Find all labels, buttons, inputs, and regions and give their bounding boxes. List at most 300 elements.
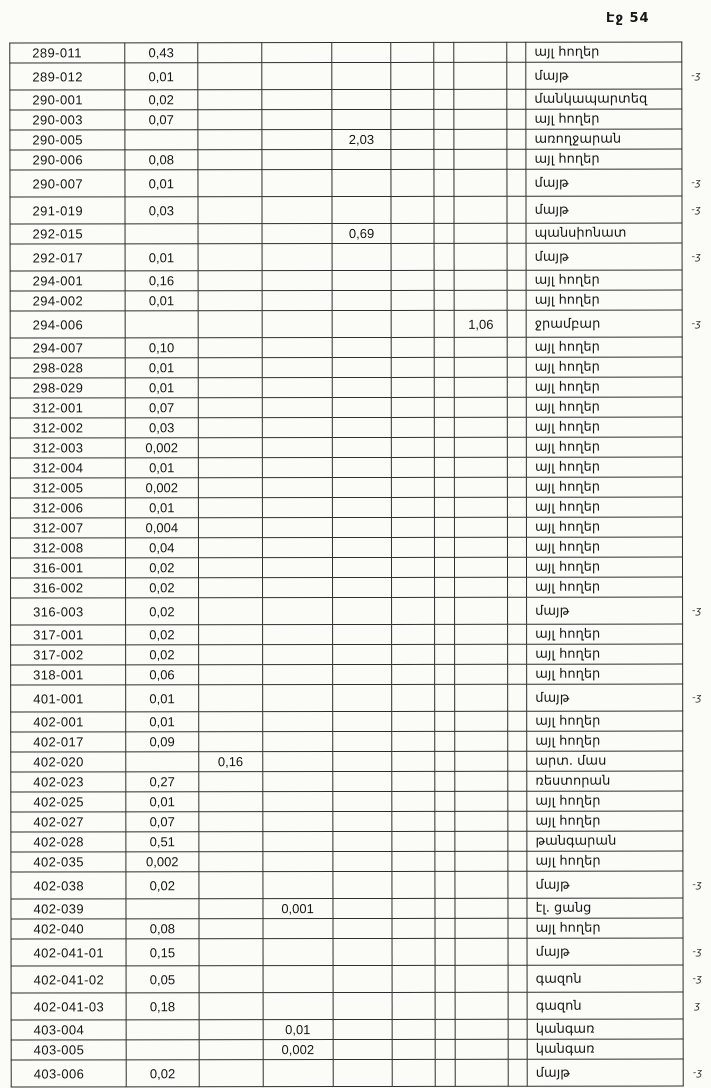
value-cell-8 — [508, 898, 527, 918]
handwritten-annotation-mark: ʒ — [694, 1000, 700, 1012]
handwritten-annotation-mark — [682, 497, 710, 517]
value-cell-1: 0,06 — [126, 665, 199, 685]
value-cell-4 — [332, 397, 392, 417]
value-cell-8 — [508, 557, 527, 577]
landuse-cell: այլ հողեր — [526, 397, 682, 417]
table-row — [10, 337, 710, 358]
value-cell-2 — [198, 538, 262, 558]
value-cell-2 — [198, 63, 262, 90]
parcel-code-cell: 290-007 — [10, 170, 125, 197]
table-body — [10, 42, 711, 1087]
landuse-cell: մայթ — [527, 684, 683, 711]
handwritten-annotation-mark — [682, 537, 710, 557]
value-cell-2 — [198, 458, 262, 478]
value-cell-1: 0,01 — [126, 712, 199, 732]
table-row — [10, 196, 710, 224]
parcel-code-cell: 312-001 — [10, 398, 125, 418]
value-cell-5 — [392, 457, 435, 477]
value-cell-7 — [455, 517, 508, 537]
value-cell-2 — [198, 110, 262, 130]
value-cell-1: 0,01 — [125, 358, 198, 378]
landuse-cell: այլ հողեր — [527, 557, 683, 577]
value-cell-7 — [455, 437, 508, 457]
handwritten-annotation-mark: -ʒ — [691, 177, 701, 189]
parcel-code-cell: 312-002 — [10, 418, 125, 438]
value-cell-8 — [508, 831, 527, 851]
value-cell-5 — [392, 290, 435, 310]
value-cell-4 — [332, 457, 392, 477]
value-cell-1: 0,004 — [125, 518, 198, 538]
value-cell-2 — [198, 438, 262, 458]
value-cell-2 — [198, 130, 262, 150]
value-cell-5 — [391, 129, 434, 149]
value-cell-5 — [392, 771, 435, 791]
value-cell-1: 0,10 — [125, 338, 198, 358]
value-cell-1: 0,002 — [125, 478, 198, 498]
value-cell-4: 0,69 — [332, 223, 392, 243]
value-cell-4 — [332, 597, 392, 624]
value-cell-5 — [392, 517, 435, 537]
value-cell-4 — [332, 851, 392, 871]
table-row — [10, 223, 710, 244]
value-cell-7 — [455, 1059, 508, 1086]
value-cell-7 — [454, 337, 507, 357]
value-cell-2 — [198, 197, 262, 224]
handwritten-annotation-mark — [682, 477, 710, 497]
value-cell-3 — [261, 63, 331, 90]
value-cell-3: 0,001 — [263, 899, 333, 919]
handwritten-annotation-mark — [683, 624, 711, 644]
value-cell-5 — [393, 992, 436, 1019]
value-cell-4 — [331, 62, 391, 89]
landuse-cell: առողջարան — [526, 129, 682, 149]
value-cell-8 — [508, 497, 527, 517]
value-cell-1: 0,07 — [125, 398, 198, 418]
handwritten-annotation-mark: -ʒ — [691, 318, 701, 330]
table-row — [11, 791, 711, 812]
value-cell-3 — [262, 578, 332, 598]
landuse-cell: այլ հողեր — [527, 851, 683, 871]
handwritten-annotation-mark — [682, 149, 710, 169]
value-cell-5 — [392, 731, 435, 751]
value-cell-4 — [332, 871, 392, 898]
value-cell-6 — [435, 397, 455, 417]
value-cell-8 — [508, 992, 527, 1019]
value-cell-4 — [332, 337, 392, 357]
value-cell-1: 0,03 — [125, 197, 198, 224]
value-cell-3 — [262, 772, 332, 792]
value-cell-5 — [392, 938, 435, 965]
value-cell-6 — [435, 711, 455, 731]
table-row — [11, 811, 711, 832]
value-cell-8 — [508, 1059, 527, 1086]
value-cell-8 — [507, 397, 526, 417]
value-cell-5 — [392, 337, 435, 357]
value-cell-2 — [199, 1060, 263, 1087]
value-cell-5 — [393, 1059, 436, 1086]
parcel-code-cell: 290-005 — [10, 130, 125, 150]
value-cell-1: 0,09 — [126, 732, 199, 752]
value-cell-6 — [435, 791, 455, 811]
table-row — [11, 938, 711, 966]
handwritten-annotation-mark — [683, 918, 711, 938]
value-cell-1: 0,04 — [125, 538, 198, 558]
value-cell-4 — [332, 517, 392, 537]
value-cell-5 — [392, 437, 435, 457]
value-cell-4 — [332, 437, 392, 457]
parcel-code-cell: 289-011 — [10, 43, 125, 63]
value-cell-4 — [332, 557, 392, 577]
value-cell-4 — [332, 357, 392, 377]
parcel-code-cell: 402-023 — [11, 772, 126, 792]
value-cell-3 — [262, 224, 332, 244]
value-cell-5 — [392, 871, 435, 898]
handwritten-annotation-mark — [682, 42, 710, 62]
value-cell-8 — [508, 711, 527, 731]
value-cell-8 — [507, 270, 526, 290]
handwritten-annotation-mark: -ʒ — [691, 70, 701, 82]
landuse-cell: մայթ — [527, 938, 683, 965]
value-cell-5 — [392, 537, 435, 557]
landuse-cell: այլ հողեր — [526, 149, 682, 169]
value-cell-6 — [435, 437, 455, 457]
value-cell-3 — [263, 919, 333, 939]
value-cell-2 — [199, 966, 263, 993]
value-cell-8 — [508, 577, 527, 597]
value-cell-1: 0,03 — [125, 418, 198, 438]
landuse-cell: այլ հողեր — [526, 417, 682, 437]
value-cell-6 — [435, 1059, 455, 1086]
handwritten-annotation-mark: -ʒ — [692, 879, 702, 891]
landuse-cell: այլ հողեր — [526, 457, 682, 477]
value-cell-5 — [392, 270, 435, 290]
value-cell-8 — [508, 851, 527, 871]
value-cell-7 — [454, 62, 507, 89]
table-row — [11, 1059, 711, 1087]
value-cell-8 — [507, 42, 526, 62]
handwritten-annotation-mark — [683, 898, 711, 918]
value-cell-5 — [392, 624, 435, 644]
value-cell-4 — [332, 664, 392, 684]
value-cell-6 — [434, 290, 454, 310]
value-cell-6 — [435, 771, 455, 791]
value-cell-2 — [199, 919, 263, 939]
value-cell-2 — [198, 665, 262, 685]
landuse-cell: գազոն — [527, 992, 683, 1019]
value-cell-3 — [262, 458, 332, 478]
value-cell-5 — [391, 42, 434, 62]
value-cell-4 — [331, 42, 391, 62]
value-cell-8 — [507, 290, 526, 310]
value-cell-3 — [263, 812, 333, 832]
value-cell-2 — [198, 43, 262, 63]
value-cell-1: 0,02 — [125, 558, 198, 578]
value-cell-2 — [199, 812, 263, 832]
landuse-cell: այլ հողեր — [526, 477, 682, 497]
value-cell-6 — [434, 42, 454, 62]
parcel-code-cell: 316-002 — [11, 578, 126, 598]
value-cell-6 — [435, 577, 455, 597]
value-cell-5 — [391, 243, 434, 270]
value-cell-4 — [332, 243, 392, 270]
table-row — [11, 871, 711, 899]
value-cell-5 — [392, 831, 435, 851]
value-cell-8 — [508, 1019, 527, 1039]
value-cell-6 — [435, 898, 455, 918]
value-cell-3 — [262, 438, 332, 458]
landuse-cell: այլ հողեր — [527, 537, 683, 557]
value-cell-3 — [262, 291, 332, 311]
value-cell-1: 0,01 — [126, 792, 199, 812]
value-cell-8 — [507, 417, 526, 437]
value-cell-6 — [434, 310, 454, 337]
parcel-code-cell: 292-017 — [10, 244, 125, 271]
value-cell-7 — [455, 684, 508, 711]
value-cell-5 — [392, 310, 435, 337]
value-cell-7 — [455, 1019, 508, 1039]
parcel-code-cell: 312-005 — [10, 478, 125, 498]
value-cell-1: 0,02 — [126, 1060, 199, 1087]
parcel-code-cell: 294-007 — [10, 338, 125, 358]
parcel-code-cell: 402-027 — [11, 812, 126, 832]
parcel-code-cell: 289-012 — [10, 63, 125, 90]
landuse-cell: մայթ — [526, 196, 682, 223]
value-cell-4 — [332, 624, 392, 644]
value-cell-4 — [333, 918, 393, 938]
parcel-code-cell: 290-003 — [10, 110, 125, 130]
value-cell-2 — [199, 792, 263, 812]
value-cell-6 — [435, 1039, 455, 1059]
value-cell-8 — [508, 1039, 527, 1059]
value-cell-6 — [435, 377, 455, 397]
parcel-code-cell: 317-002 — [11, 645, 126, 665]
parcel-code-cell: 402-020 — [11, 752, 126, 772]
value-cell-4 — [333, 938, 393, 965]
parcel-code-cell: 312-008 — [10, 538, 125, 558]
value-cell-6 — [435, 537, 455, 557]
value-cell-8 — [507, 457, 526, 477]
value-cell-7 — [455, 397, 508, 417]
table-row — [11, 771, 711, 792]
parcel-code-cell: 318-001 — [11, 665, 126, 685]
table-row — [10, 290, 710, 311]
handwritten-annotation-mark — [682, 517, 710, 537]
value-cell-4 — [331, 169, 391, 196]
landuse-cell: այլ հողեր — [526, 42, 682, 62]
landuse-cell: մայթ — [526, 169, 682, 196]
parcel-code-cell: 291-019 — [10, 197, 125, 224]
value-cell-1: 0,01 — [125, 458, 198, 478]
value-cell-7 — [454, 223, 507, 243]
handwritten-annotation-mark: -ʒ — [692, 946, 702, 958]
landuse-cell: այլ հողեր — [526, 109, 682, 129]
value-cell-8 — [507, 149, 526, 169]
value-cell-4 — [331, 89, 391, 109]
table-row — [11, 644, 711, 665]
value-cell-3 — [262, 197, 332, 224]
value-cell-8 — [507, 357, 526, 377]
value-cell-2 — [198, 418, 262, 438]
value-cell-8 — [508, 517, 527, 537]
value-cell-1: 0,16 — [125, 271, 198, 291]
handwritten-annotation-mark — [682, 417, 710, 437]
table-row — [11, 664, 711, 685]
value-cell-6 — [435, 497, 455, 517]
value-cell-6 — [434, 196, 454, 223]
value-cell-4 — [332, 751, 392, 771]
table-row — [11, 831, 711, 852]
value-cell-1 — [125, 311, 198, 338]
table-row — [11, 684, 711, 712]
value-cell-5 — [392, 791, 435, 811]
value-cell-2 — [198, 291, 262, 311]
table-row — [10, 310, 710, 338]
handwritten-annotation-mark — [682, 290, 710, 310]
value-cell-6 — [435, 811, 455, 831]
value-cell-1: 0,15 — [126, 939, 199, 966]
value-cell-2 — [198, 478, 262, 498]
value-cell-5 — [392, 918, 435, 938]
value-cell-6 — [434, 337, 454, 357]
value-cell-5 — [393, 1039, 436, 1059]
value-cell-4 — [332, 377, 392, 397]
value-cell-3 — [262, 338, 332, 358]
value-cell-1: 0,27 — [126, 772, 199, 792]
value-cell-6 — [435, 992, 455, 1019]
value-cell-1 — [126, 899, 199, 919]
value-cell-4 — [332, 417, 392, 437]
value-cell-1: 0,01 — [125, 244, 198, 271]
landuse-cell: այլ հողեր — [527, 517, 683, 537]
value-cell-7 — [455, 537, 508, 557]
value-cell-4 — [333, 1019, 393, 1039]
handwritten-annotation-mark — [683, 851, 711, 871]
value-cell-8 — [507, 310, 526, 337]
table-row — [10, 62, 710, 90]
value-cell-2 — [199, 732, 263, 752]
value-cell-5 — [392, 644, 435, 664]
value-cell-7 — [454, 270, 507, 290]
page-number-label: Էջ 54 — [606, 11, 650, 26]
value-cell-6 — [434, 109, 454, 129]
value-cell-3 — [262, 378, 332, 398]
handwritten-annotation-mark: -ʒ — [692, 1067, 703, 1079]
value-cell-8 — [508, 811, 527, 831]
value-cell-2: 0,16 — [199, 752, 263, 772]
parcel-code-cell: 403-004 — [11, 1020, 126, 1040]
table-row — [10, 457, 710, 478]
table-row — [10, 417, 710, 438]
value-cell-6 — [435, 831, 455, 851]
parcel-code-cell: 290-001 — [10, 90, 125, 110]
value-cell-2 — [198, 598, 262, 625]
handwritten-annotation-mark — [683, 1019, 711, 1039]
value-cell-5 — [392, 851, 435, 871]
value-cell-5 — [392, 497, 435, 517]
value-cell-3 — [262, 625, 332, 645]
handwritten-annotation-mark — [683, 751, 711, 771]
table-row — [10, 89, 710, 110]
value-cell-6 — [435, 357, 455, 377]
landuse-cell: կանգառ — [527, 1019, 683, 1039]
value-cell-7 — [454, 290, 507, 310]
handwritten-annotation-mark — [683, 664, 711, 684]
value-cell-4: 2,03 — [331, 129, 391, 149]
value-cell-8 — [507, 243, 526, 270]
value-cell-1: 0,18 — [126, 993, 199, 1020]
parcel-code-cell: 402-041-03 — [11, 993, 126, 1020]
parcel-code-cell: 402-035 — [11, 852, 126, 872]
handwritten-annotation-mark — [682, 437, 710, 457]
value-cell-3 — [262, 130, 332, 150]
value-cell-7 — [455, 965, 508, 992]
value-cell-7 — [455, 497, 508, 517]
parcel-code-cell: 312-004 — [10, 458, 125, 478]
value-cell-6 — [435, 684, 455, 711]
value-cell-8 — [508, 751, 527, 771]
landuse-cell: այլ հողեր — [526, 270, 682, 290]
landuse-cell: պանսիոնատ — [526, 223, 682, 243]
handwritten-annotation-mark — [682, 223, 710, 243]
landuse-cell: մայթ — [527, 597, 683, 624]
value-cell-8 — [507, 62, 526, 89]
value-cell-1: 0,02 — [126, 645, 199, 665]
value-cell-1: 0,01 — [125, 498, 198, 518]
value-cell-5 — [392, 357, 435, 377]
value-cell-7 — [455, 624, 508, 644]
value-cell-1: 0,01 — [125, 291, 198, 311]
value-cell-6 — [434, 223, 454, 243]
landuse-cell: այլ հողեր — [526, 290, 682, 310]
value-cell-8 — [508, 938, 527, 965]
value-cell-6 — [435, 871, 455, 898]
landuse-cell: այլ հողեր — [527, 644, 683, 664]
value-cell-4 — [332, 310, 392, 337]
value-cell-7 — [455, 664, 508, 684]
parcel-code-cell: 402-040 — [11, 919, 126, 939]
landuse-cell: այլ հողեր — [527, 711, 683, 731]
value-cell-6 — [435, 731, 455, 751]
value-cell-3 — [262, 712, 332, 732]
value-cell-8 — [508, 537, 527, 557]
parcel-code-cell: 403-005 — [11, 1040, 126, 1060]
value-cell-3 — [262, 311, 332, 338]
value-cell-2 — [199, 712, 263, 732]
value-cell-4 — [332, 684, 392, 711]
value-cell-7 — [454, 42, 507, 62]
value-cell-7 — [455, 417, 508, 437]
value-cell-7 — [455, 477, 508, 497]
parcel-code-cell: 402-017 — [11, 732, 126, 752]
handwritten-annotation-mark: -ʒ — [692, 973, 702, 985]
value-cell-5 — [391, 89, 434, 109]
value-cell-7 — [455, 731, 508, 751]
value-cell-2 — [199, 899, 263, 919]
value-cell-2 — [199, 1020, 263, 1040]
parcel-code-cell: 298-028 — [10, 358, 125, 378]
parcel-code-cell: 402-038 — [11, 872, 126, 899]
value-cell-4 — [332, 771, 392, 791]
parcel-code-cell: 290-006 — [10, 150, 125, 170]
handwritten-annotation-mark — [682, 557, 710, 577]
value-cell-5 — [392, 664, 435, 684]
value-cell-7 — [454, 169, 507, 196]
value-cell-2 — [199, 852, 263, 872]
value-cell-3 — [262, 558, 332, 578]
value-cell-2 — [198, 244, 262, 271]
table-row — [11, 577, 711, 598]
value-cell-7 — [454, 149, 507, 169]
